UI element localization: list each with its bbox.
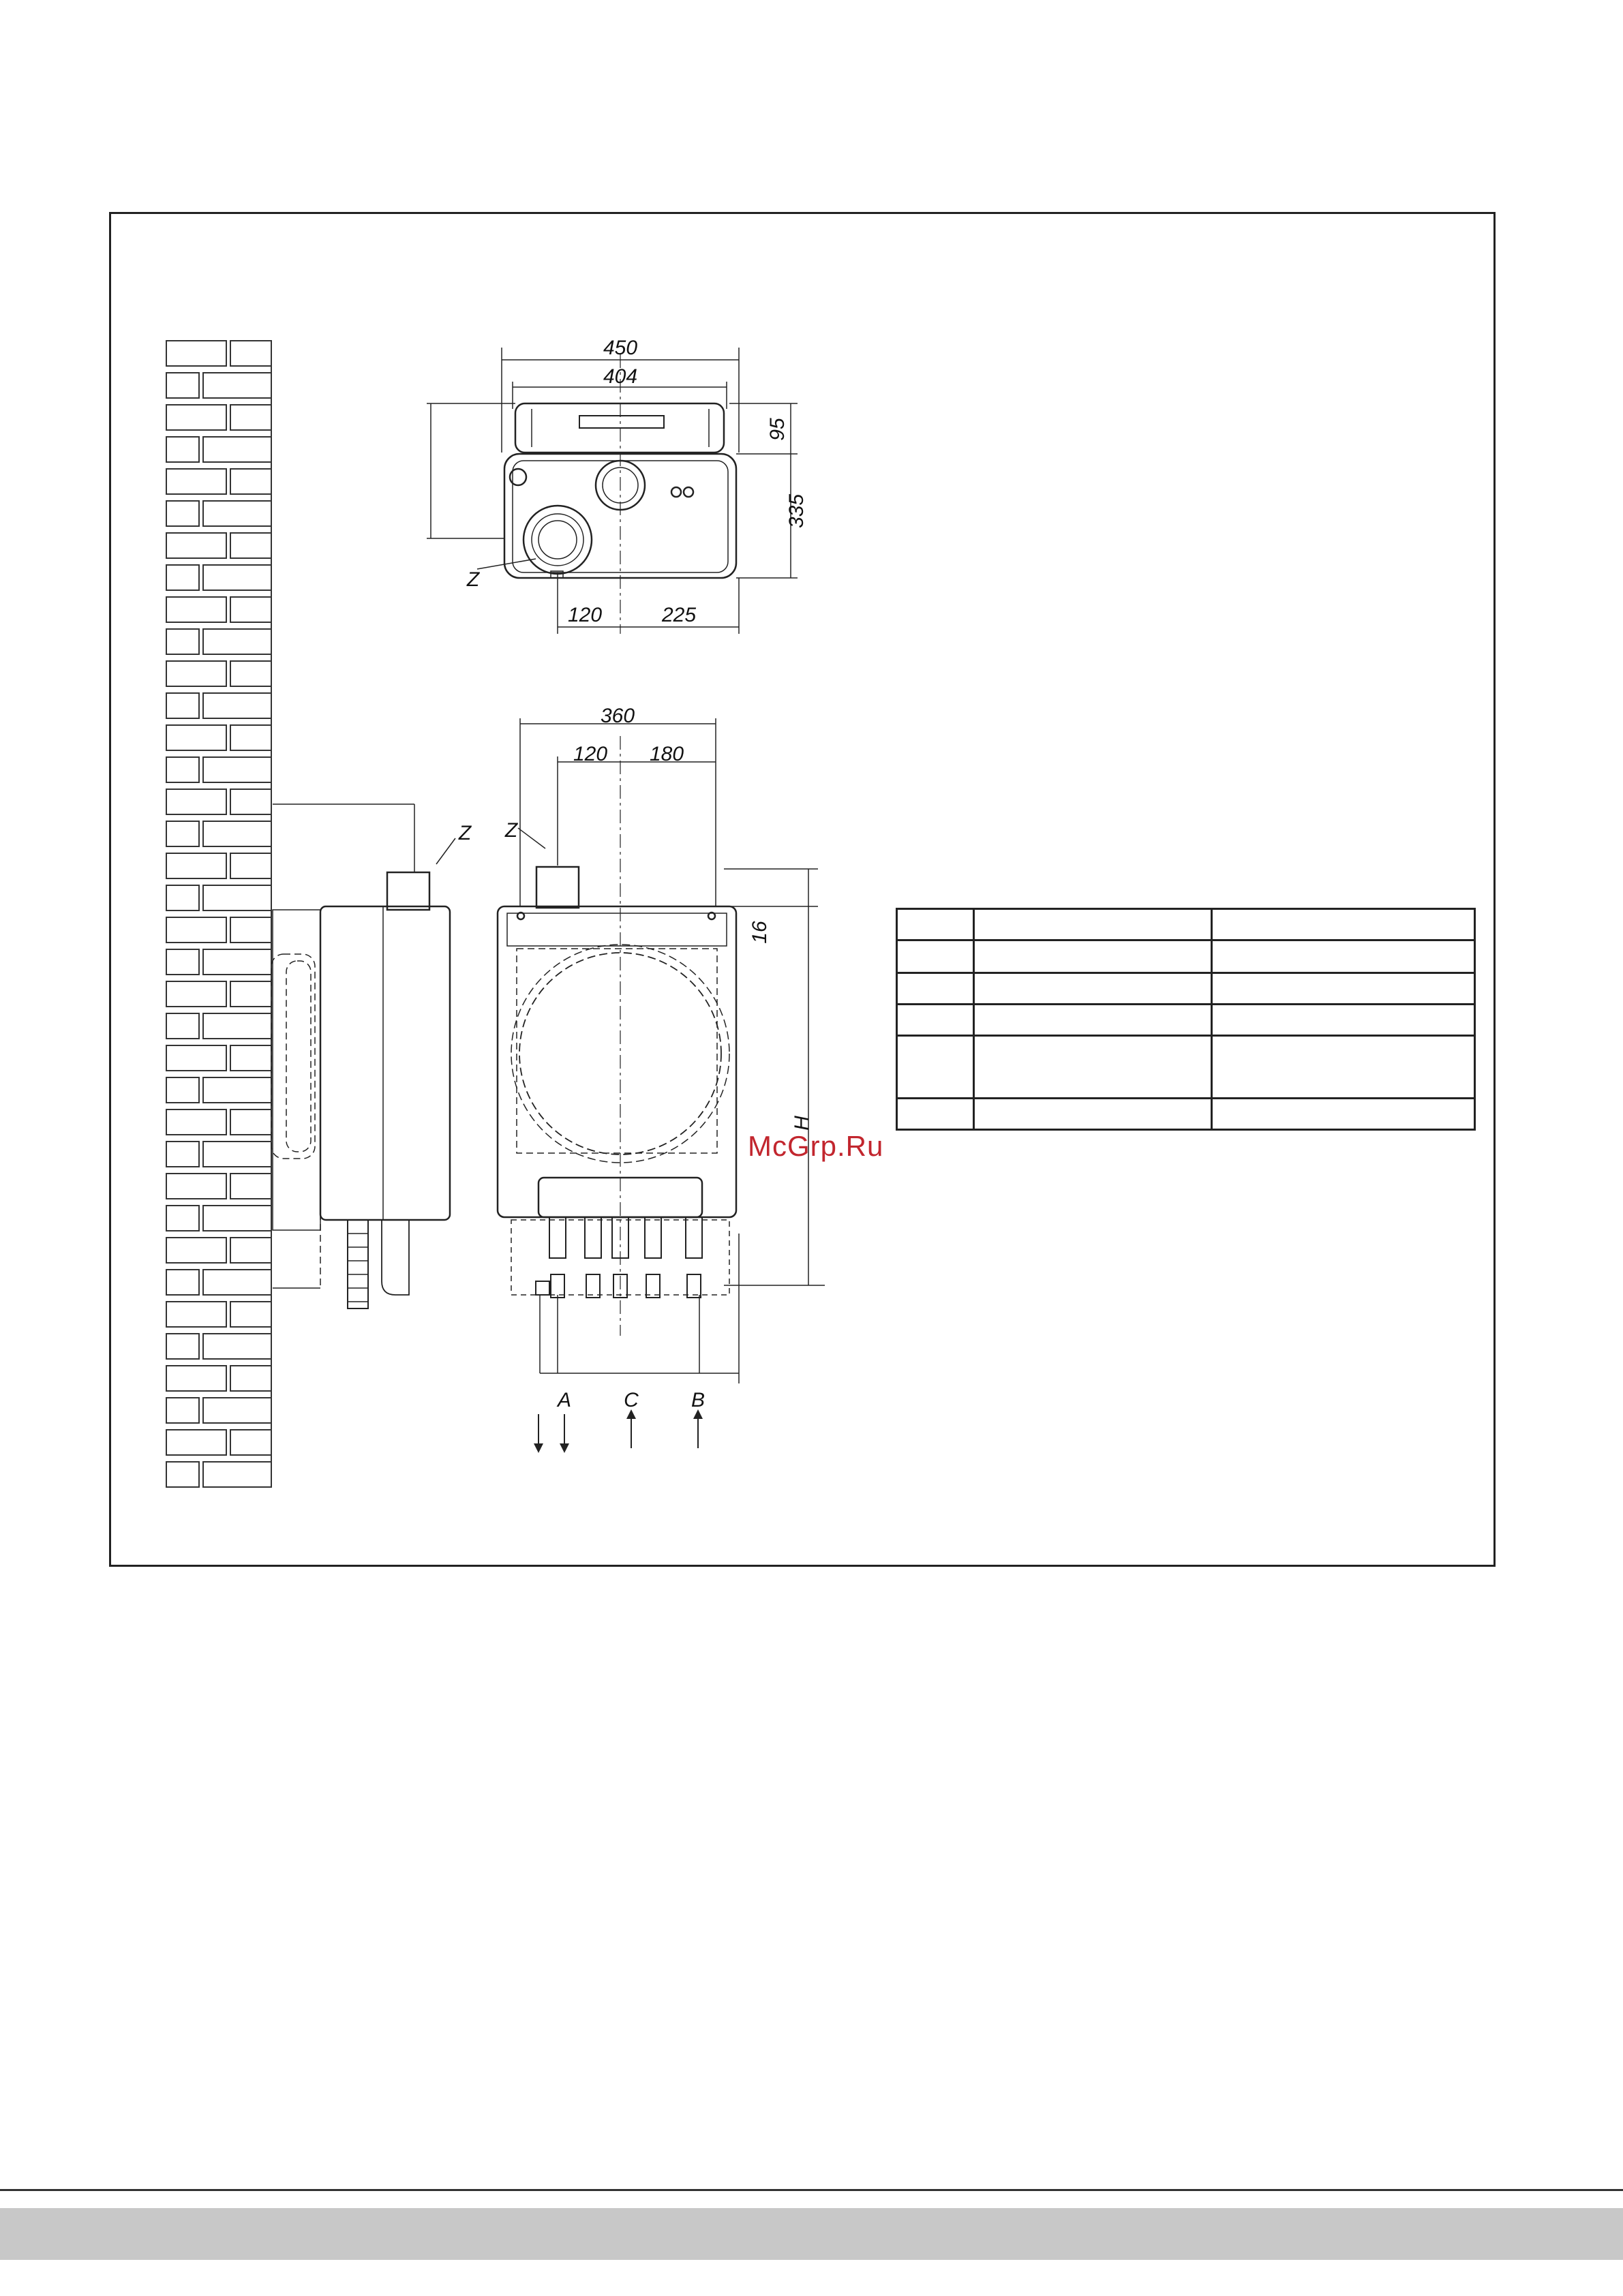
table-row <box>897 1036 1475 1099</box>
brick <box>166 661 226 686</box>
table-cell <box>897 1036 974 1099</box>
brick <box>230 1238 271 1263</box>
brick <box>203 757 271 782</box>
top-view <box>427 348 798 634</box>
table-cell <box>1212 1099 1475 1130</box>
brick <box>230 981 271 1007</box>
label-flue-top: Z <box>466 568 480 591</box>
brick <box>203 1206 271 1231</box>
brick <box>166 501 199 526</box>
brick <box>166 1366 226 1391</box>
brick <box>166 1430 226 1455</box>
brick <box>166 917 226 943</box>
brick <box>166 981 226 1007</box>
brick <box>166 885 199 910</box>
brick <box>230 533 271 558</box>
brick <box>203 1077 271 1103</box>
brick <box>230 661 271 686</box>
brick <box>230 1109 271 1135</box>
table-cell <box>1212 1036 1475 1099</box>
brick <box>203 1013 271 1039</box>
brick <box>166 725 226 750</box>
table-row <box>897 940 1475 973</box>
brick <box>203 693 271 718</box>
table-cell <box>897 973 974 1005</box>
brick <box>203 885 271 910</box>
table-cell <box>897 909 974 940</box>
brick <box>230 597 271 622</box>
brick <box>230 1366 271 1391</box>
brick <box>203 373 271 398</box>
brick <box>166 757 199 782</box>
brick <box>203 565 271 590</box>
dim-offset-right: 225 <box>661 604 697 626</box>
brick <box>230 341 271 366</box>
table-row <box>897 1005 1475 1036</box>
brick <box>203 821 271 846</box>
table-cell <box>1212 940 1475 973</box>
brick <box>203 1398 271 1423</box>
connection-a: A <box>557 1389 572 1411</box>
table-cell <box>974 1099 1212 1130</box>
table-cell <box>974 973 1212 1005</box>
brick <box>203 949 271 975</box>
table-cell <box>897 1099 974 1130</box>
dim-front-axis-left: 120 <box>573 743 608 765</box>
table-row <box>897 973 1475 1005</box>
dim-width-inner: 404 <box>603 365 638 388</box>
brick <box>166 949 199 975</box>
table-cell <box>974 1005 1212 1036</box>
brick <box>166 821 199 846</box>
brick <box>166 405 226 430</box>
brick <box>166 1045 226 1071</box>
dim-width-total: 450 <box>603 337 638 359</box>
brick <box>166 693 199 718</box>
dim-front-width: 360 <box>600 705 635 727</box>
brick <box>166 853 226 878</box>
connection-c: C <box>624 1389 639 1411</box>
brick <box>230 853 271 878</box>
table-row <box>897 1099 1475 1130</box>
brick <box>230 1430 271 1455</box>
footer-band <box>0 2208 1623 2260</box>
watermark: McGrp.Ru <box>748 1130 884 1162</box>
table-cell <box>974 909 1212 940</box>
table-cell <box>974 1036 1212 1099</box>
table-cell <box>897 1005 974 1036</box>
brick <box>166 373 199 398</box>
table-cell <box>974 940 1212 973</box>
table-cell <box>1212 1005 1475 1036</box>
brick <box>203 1334 271 1359</box>
brick <box>166 1302 226 1327</box>
brick-wall <box>166 341 271 1487</box>
brick <box>166 1206 199 1231</box>
brick <box>166 469 226 494</box>
table-cell <box>1212 909 1475 940</box>
brick <box>203 437 271 462</box>
brick <box>166 1398 199 1423</box>
dim-top-offset: 16 <box>748 921 771 944</box>
brick <box>166 1334 199 1359</box>
brick <box>203 1462 271 1487</box>
brick <box>166 533 226 558</box>
brick <box>166 565 199 590</box>
brick <box>166 1077 199 1103</box>
brick <box>203 629 271 654</box>
brick <box>166 437 199 462</box>
front-view <box>498 718 825 1448</box>
dim-offset-left: 120 <box>567 604 603 626</box>
dim-depth-total: 335 <box>785 493 808 529</box>
brick <box>166 1109 226 1135</box>
side-view <box>271 804 455 1308</box>
table-cell <box>897 940 974 973</box>
brick <box>166 1013 199 1039</box>
brick <box>230 1045 271 1071</box>
brick <box>203 1142 271 1167</box>
brick <box>166 341 226 366</box>
brick <box>230 469 271 494</box>
connection-b: B <box>691 1389 706 1411</box>
brick <box>166 1462 199 1487</box>
brick <box>230 917 271 943</box>
brick <box>166 1238 226 1263</box>
brick <box>230 1302 271 1327</box>
brick <box>166 1174 226 1199</box>
label-flue-side: Z <box>458 822 472 844</box>
dim-depth-top: 95 <box>766 418 789 441</box>
brick <box>166 629 199 654</box>
spec-table <box>896 908 1476 1131</box>
brick <box>230 725 271 750</box>
brick <box>203 501 271 526</box>
dim-height: H <box>791 1116 813 1131</box>
table-row <box>897 909 1475 940</box>
brick <box>230 1174 271 1199</box>
footer-rule <box>0 2189 1623 2191</box>
brick <box>230 789 271 814</box>
label-flue-front: Z <box>504 819 518 842</box>
brick <box>166 1142 199 1167</box>
brick <box>230 405 271 430</box>
brick <box>203 1270 271 1295</box>
brick <box>166 597 226 622</box>
brick <box>166 789 226 814</box>
dim-front-axis-right: 180 <box>649 743 684 765</box>
brick <box>166 1270 199 1295</box>
table-cell <box>1212 973 1475 1005</box>
